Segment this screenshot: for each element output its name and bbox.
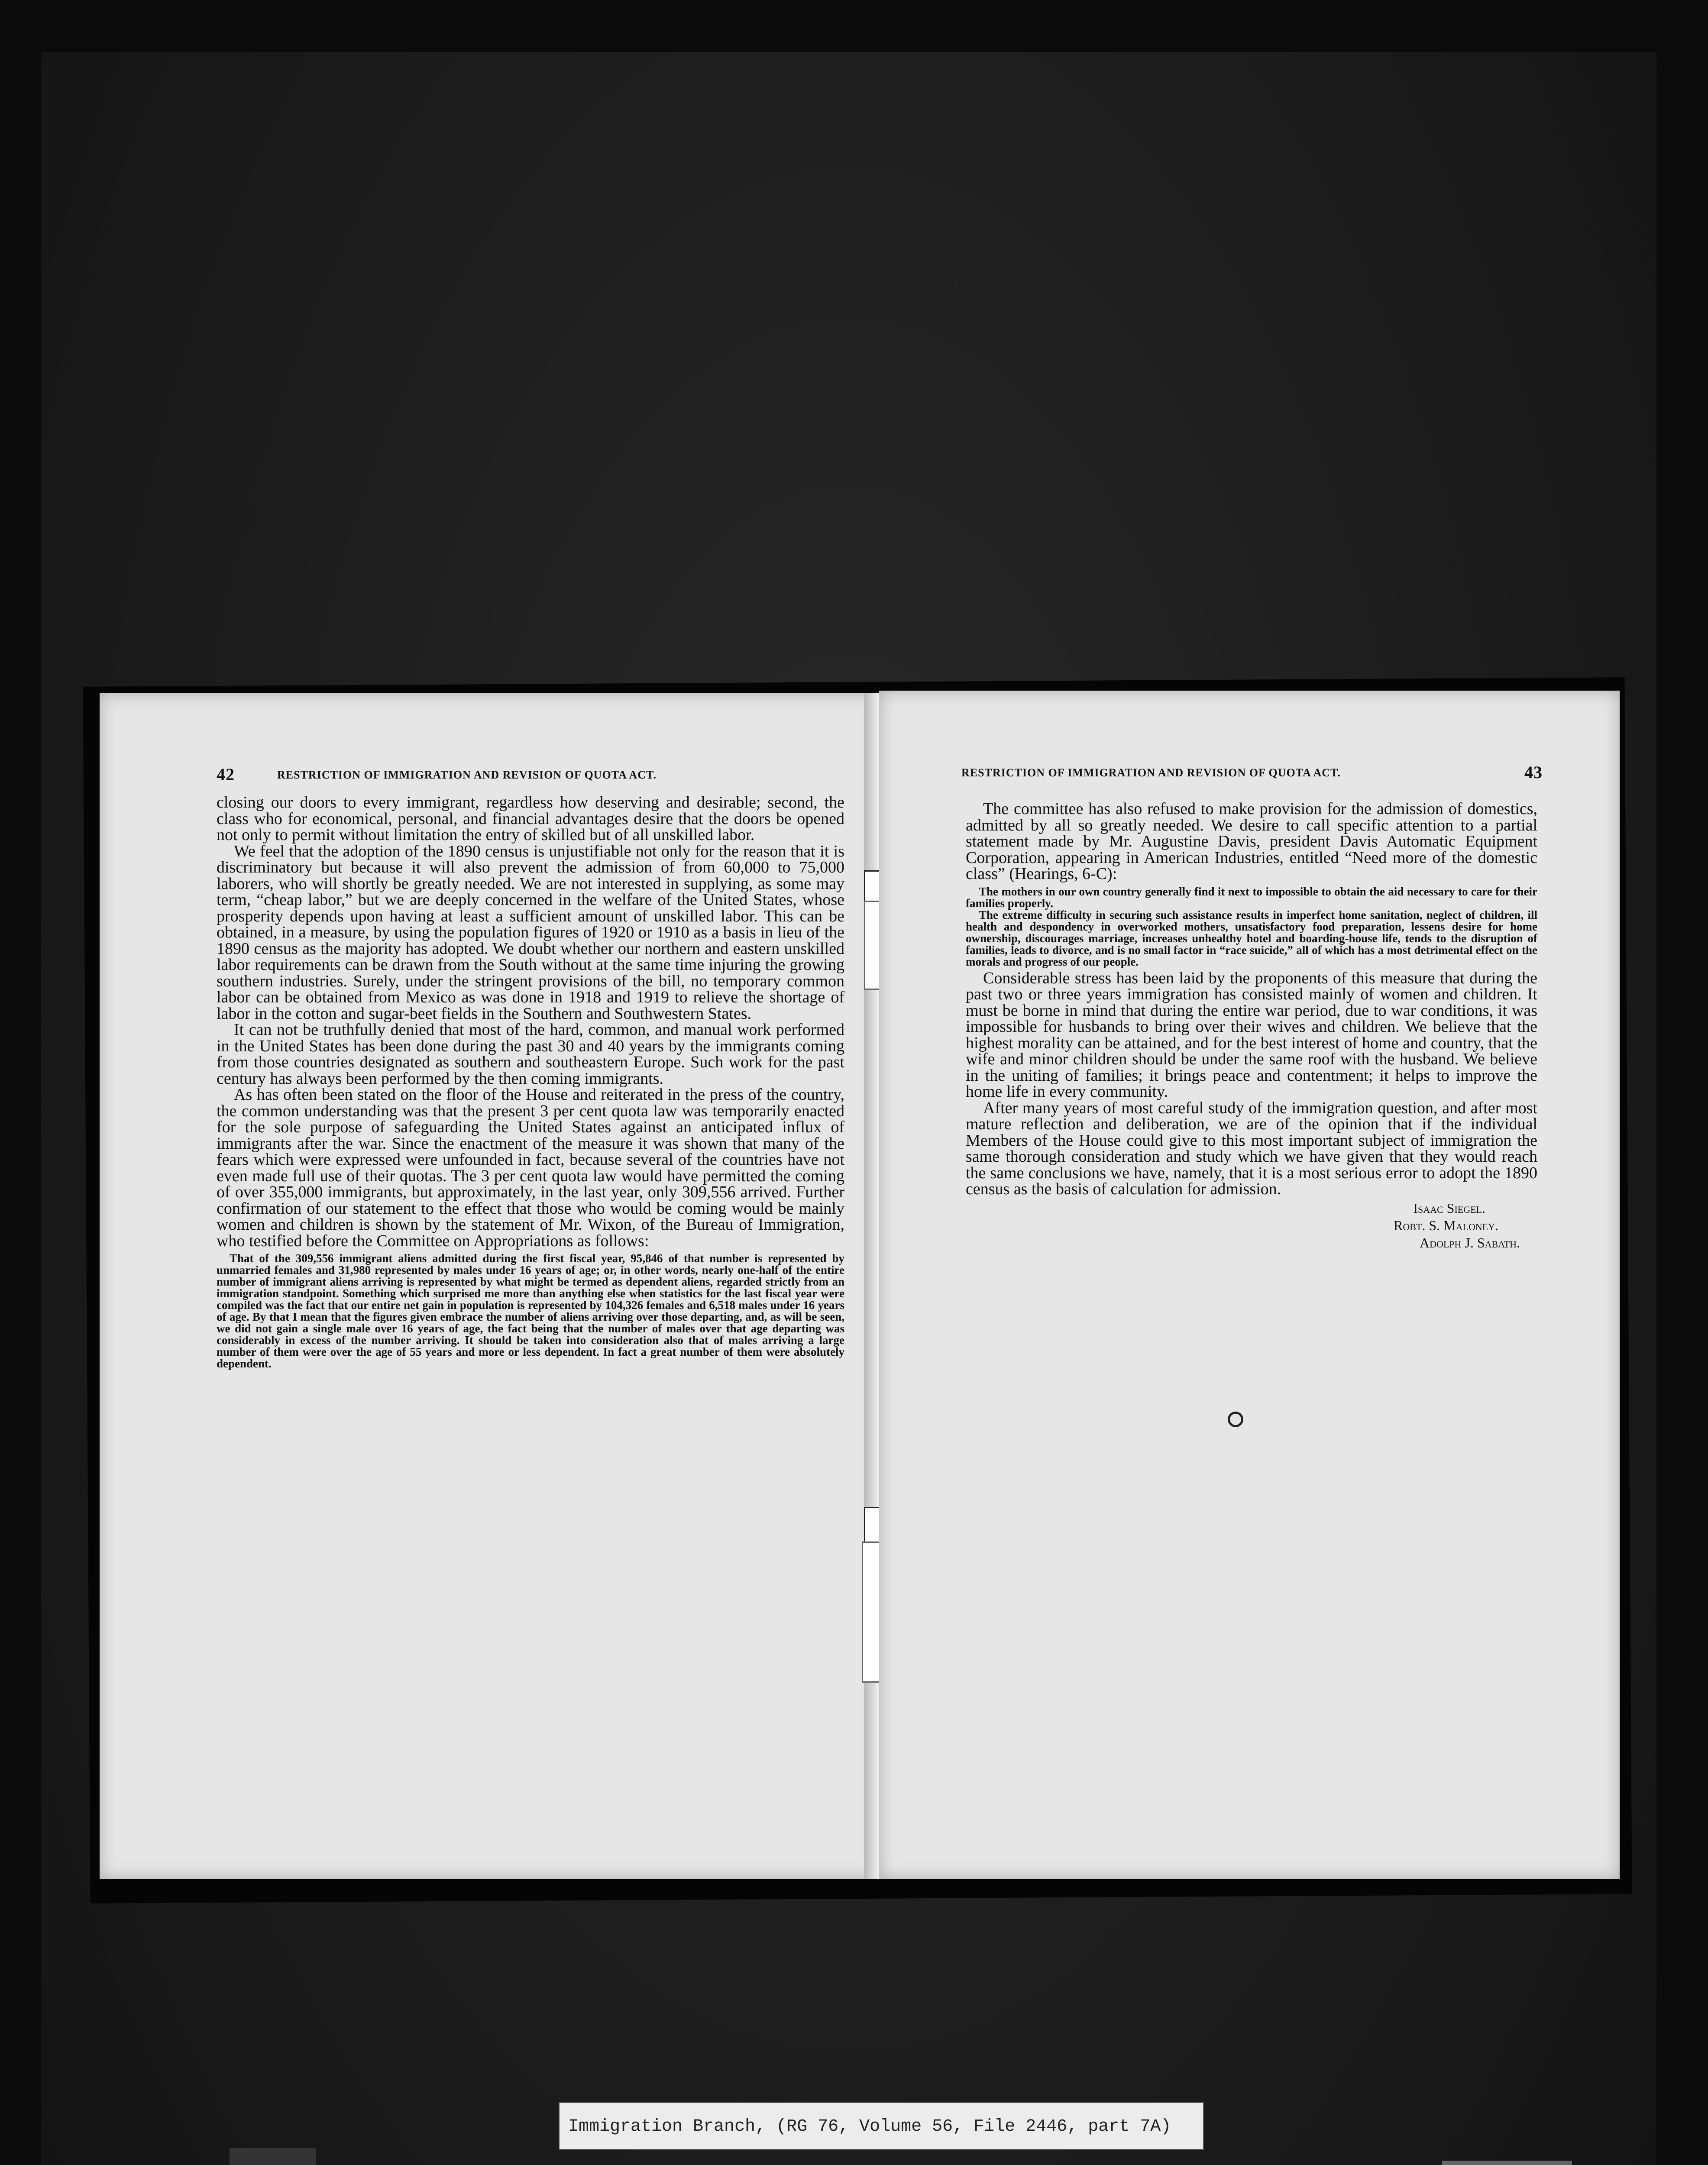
left-running-title: RESTRICTION OF IMMIGRATION AND REVISION OF QUOTA ACT. [277, 769, 657, 781]
quote-text: The extreme difficulty in securing such assistance results in imperfect home sanitation, neglect of children, ill health and despondency in overworked mothers, unsatisfactory food preparation, lessens desire for home ownership, discourages marriage, increases unhealthy hotel and boarding-house life, tends to the disruption of families, leads to divorce, and is no small factor in “race suicide,” all of which has a most detrimental effect on the morals and progress of our people. [966, 908, 1537, 968]
right-paragraph: After many years of most careful study of the immigration question, and after most mature reflection and deliberation, we are of the opinion that if the individual Members of the House could give to this most important subject of immigration the same thorough consideration and study which we have given that they would reach the same conclusions we have, namely, that it is a most serious error to adopt the 1890 census as the basis of calculation for admission. [966, 1099, 1537, 1198]
left-page [100, 693, 879, 1879]
left-paragraph: It can not be truthfully denied that most of the hard, common, and manual work performed in the United States has been done during the past 30 and 40 years by the immigrants coming from those countries designated as southern and southeastern Europe. Such work for the past century has always been performed by the then coming immigrants. [217, 1021, 844, 1088]
quote-text: That of the 309,556 immigrant aliens admitted during the first fiscal year, 95,846 of that number is represented by unmarried females and 31,980 represented by males under 16 years of age; or, in other words, nearly one-half of the entire number of immigrant aliens arriving is represented by what might be termed as dependent aliens, regarded strictly from an immigration standpoint. Something which surprised me more than anything else when statistics for the last fiscal year were compiled was the fact that our entire net gain in population is represented by 104,326 females and 6,518 males under 16 years of age. By that I mean that the figures given embrace the number of aliens arriving over those departing, and, as will be seen, we did not gain a single male over 16 years of age, the fact being that the number of males over that age departing was considerably in excess of the number arriving. It should be taken into consideration also that of males arriving a large number of them were over the age of 55 years and more or less dependent. In fact a great number of them were absolutely dependent. [217, 1252, 844, 1370]
quote-text: The mothers in our own country generally find it next to impossible to obtain the aid necessary to care for their families properly. [966, 885, 1537, 910]
punch-hole-mark [1228, 1412, 1243, 1427]
left-text-column [217, 795, 844, 1372]
signature-line: Robt. S. Maloney. [1393, 1217, 1498, 1233]
left-paragraph: As has often been stated on the floor of the House and reiterated in the press of the country, the common understanding was that the present 3 per cent quota law was temporarily enacted for the sole purpose of safeguarding the United States against an anticipated influx of immigrants after the war. Since the enactment of the measure it was shown that many of the fears which were expressed were unfounded in fact, because several of the countries have not even made full use of their quotas. The 3 per cent quota law would have permitted the coming of over 355,000 immigrants, but approximately, in the last year, only 309,556 arrived. Further confirmation of our statement to the effect that those who would be coming would be mainly women and children is shown by the statement of Mr. Wixon, of the Bureau of Immigration, who testified before the Committee on Appropriations as follows: [217, 1086, 844, 1250]
right-text-column [966, 801, 1537, 1251]
left-page-number: 42 [217, 765, 235, 784]
left-paragraph: We feel that the adoption of the 1890 census is unjustifiable not only for the reason that it is discriminatory but because it will also prevent the admission of from 60,000 to 75,000 laborers, who will shortly be greatly needed. We are not interested in supplying, as some may term, “cheap labor,” but we are deeply concerned in the welfare of the United States, whose prosperity depends upon having at least a sufficient amount of unskilled labor. This can be obtained, in a measure, by using the population figures of 1920 or 1910 as a basis in lieu of the 1890 census as the majority has adopted. We doubt whether our northern and eastern unskilled labor requirements can be drawn from the South without at the same time injuring the growing southern industries. Surely, under the stringent provisions of the bill, no temporary common labor can be obtained from Mexico as was done in 1918 and 1919 to relieve the shortage of labor in the cotton and sugar-beet fields in the Southern and Southwestern States. [217, 842, 844, 1023]
signature-line: Isaac Siegel. [1413, 1200, 1485, 1216]
right-running-title: RESTRICTION OF IMMIGRATION AND REVISION OF QUOTA ACT. [961, 766, 1341, 779]
archive-reference-label: Immigration Branch, (RG 76, Volume 56, File 2446, part 7A) [559, 2102, 1204, 2150]
signature-line: Adolph J. Sabath. [1419, 1234, 1520, 1251]
tape-strip-left [230, 2148, 316, 2165]
signature-block [966, 1199, 1537, 1251]
right-intro-paragraph: The committee has also refused to make provision for the admission of domestics, admitted by all so greatly needed. We desire to call specific attention to a partial statement made by Mr. Augustine Davis, president Davis Automatic Equipment Corporation, appearing in American Industries, entitled “Need more of the domestic class” (Hearings, 6-C): [966, 800, 1537, 883]
left-paragraph: closing our doors to every immigrant, regardless how deserving and desirable; second, the class who for economical, personal, and financial advantages desire that the doors be opened not only to permit without limitation the entry of skilled but of all unskilled labor. [217, 793, 844, 844]
right-domestics-quote [966, 886, 1537, 968]
right-paragraph: Considerable stress has been laid by the proponents of this measure that during the past two or three years immigration has consisted mainly of women and children. It must be borne in mind that during the entire war period, due to war conditions, it was impossible for husbands to bring over their wives and children. We believe that the highest morality can be attained, and for the best interest of home and country, that the wife and minor children should be under the same roof with the husband. We believe in the uniting of families; it brings peace and contentment; it helps to improve the home life in every community. [966, 969, 1537, 1101]
left-testimony-quote [217, 1253, 844, 1370]
right-page-number: 43 [1524, 763, 1543, 782]
right-page [879, 691, 1620, 1879]
tape-strip-right [1442, 2161, 1572, 2165]
